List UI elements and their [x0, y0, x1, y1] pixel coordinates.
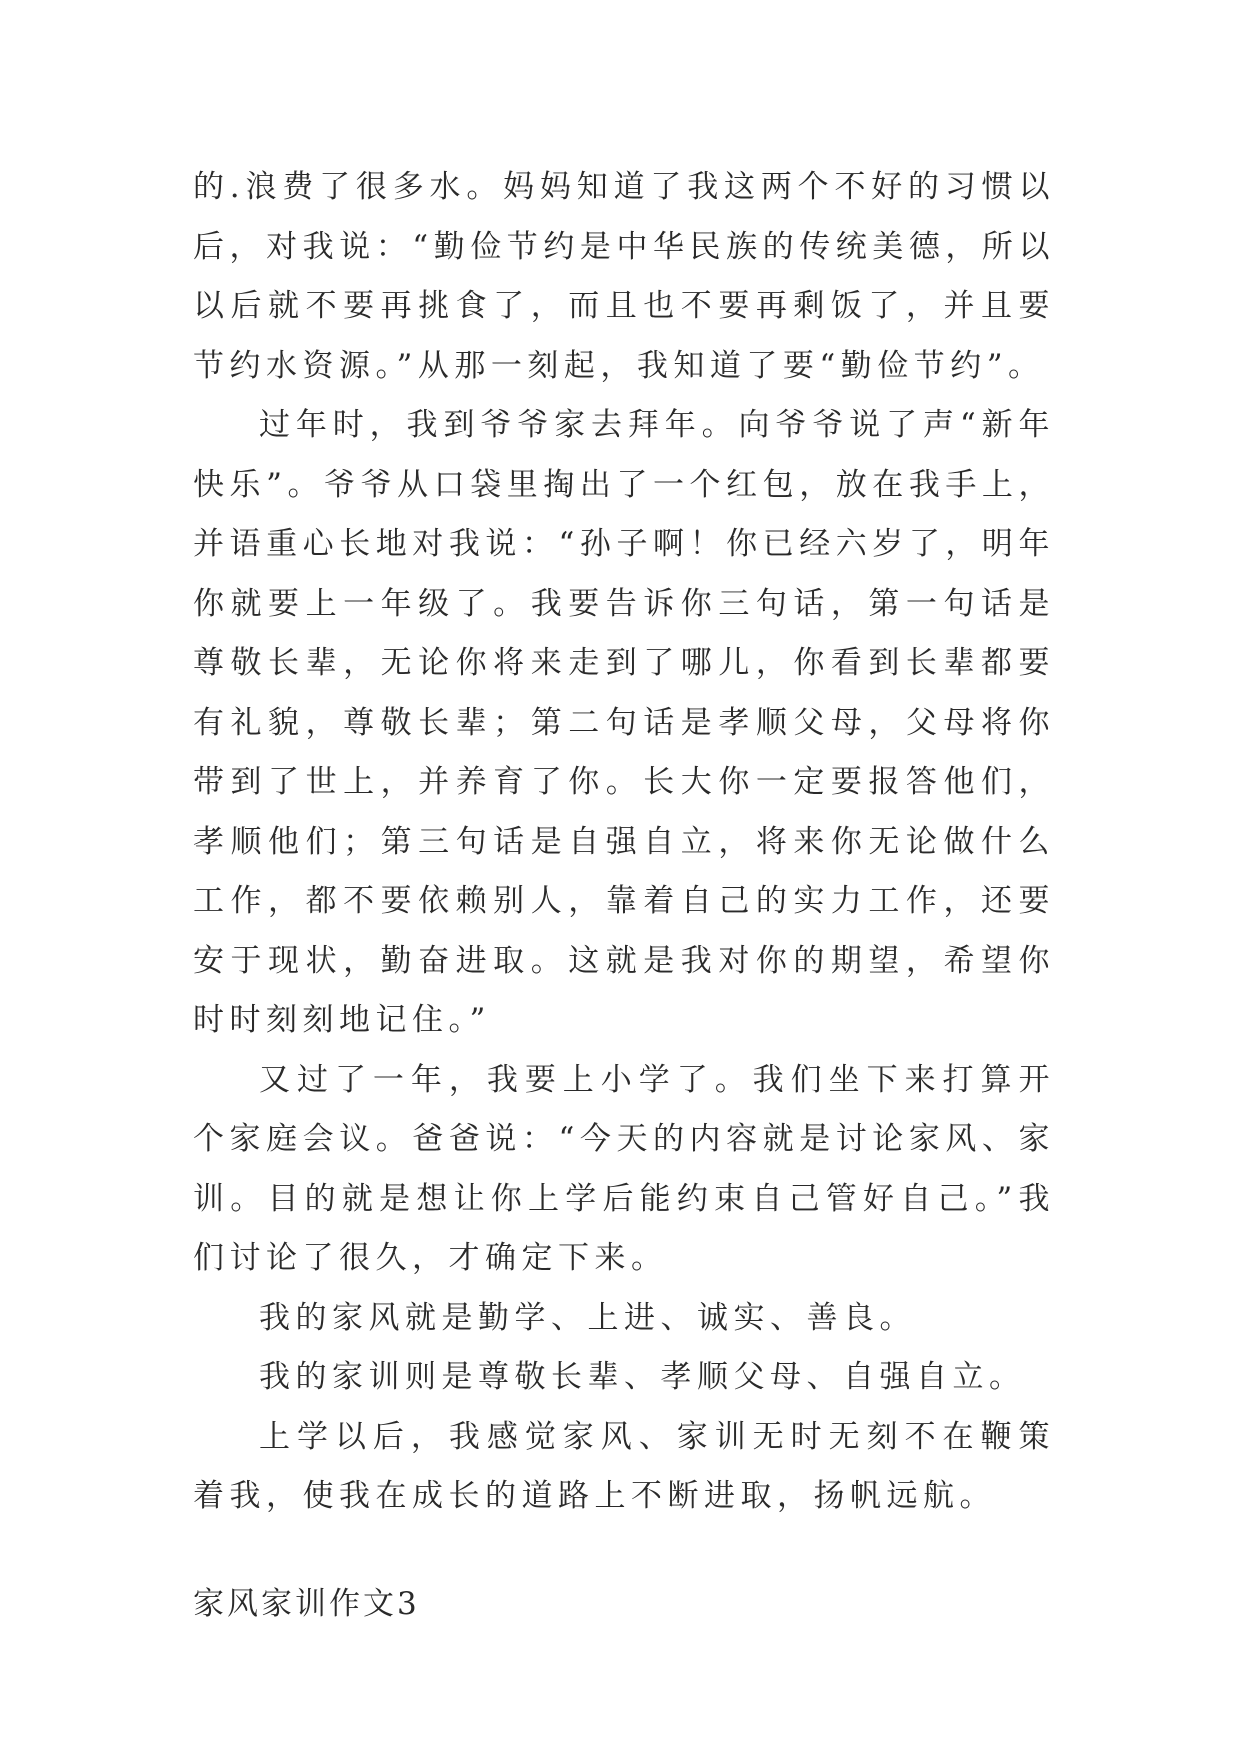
document-body: [193, 158, 1055, 1634]
paragraph-4: 我的家风就是勤学、上进、诚实、善良。: [259, 1299, 916, 1336]
paragraph-5: 我的家训则是尊敬长辈、孝顺父母、自强自立。: [259, 1359, 1026, 1395]
paragraph-6: 上学以后，我感觉家风、家训无时无刻不在鞭策着我，使我在成长的道路上不断进取，扬帆远航。: [193, 1418, 1055, 1514]
section-heading: 家风家训作文3: [193, 1585, 420, 1622]
paragraph-2: 过年时，我到爷爷家去拜年。向爷爷说了声“新年快乐”。爷爷从口袋里掏出了一个红包，放在我手上，并语重心长地对我说：“孙子啊！你已经六岁了，明年你就要上一年级了。我要告诉你三句话，第一句话是尊敬长辈，无论你将来走到了哪儿，你看到长辈都要有礼貌，尊敬长辈；第二句话是孝顺父母，父母将你带到了世上，并养育了你。长大你一定要报答他们，孝顺他们；第三句话是自强自立，将来你无论做什么工作，都不要依赖别人，靠着自己的实力工作，还要安于现状，勤奋进取。这就是我对你的期望，希望你时时刻刻地记住。”: [193, 407, 1055, 1038]
section-heading-wrap: [193, 1575, 1055, 1635]
paragraph-3: 又过了一年，我要上小学了。我们坐下来打算开个家庭会议。爸爸说：“今天的内容就是讨论家风、家训。目的就是想让你上学后能约束自己管好自己。”我们讨论了很久，才确定下来。: [193, 1061, 1055, 1276]
paragraph-1: 的.浪费了很多水。妈妈知道了我这两个不好的习惯以后，对我说：“勤俭节约是中华民族的传统美德，所以以后就不要再挑食了，而且也不要再剩饭了，并且要节约水资源。”从那一刻起，我知道了要“勤俭节约”。: [193, 169, 1055, 384]
